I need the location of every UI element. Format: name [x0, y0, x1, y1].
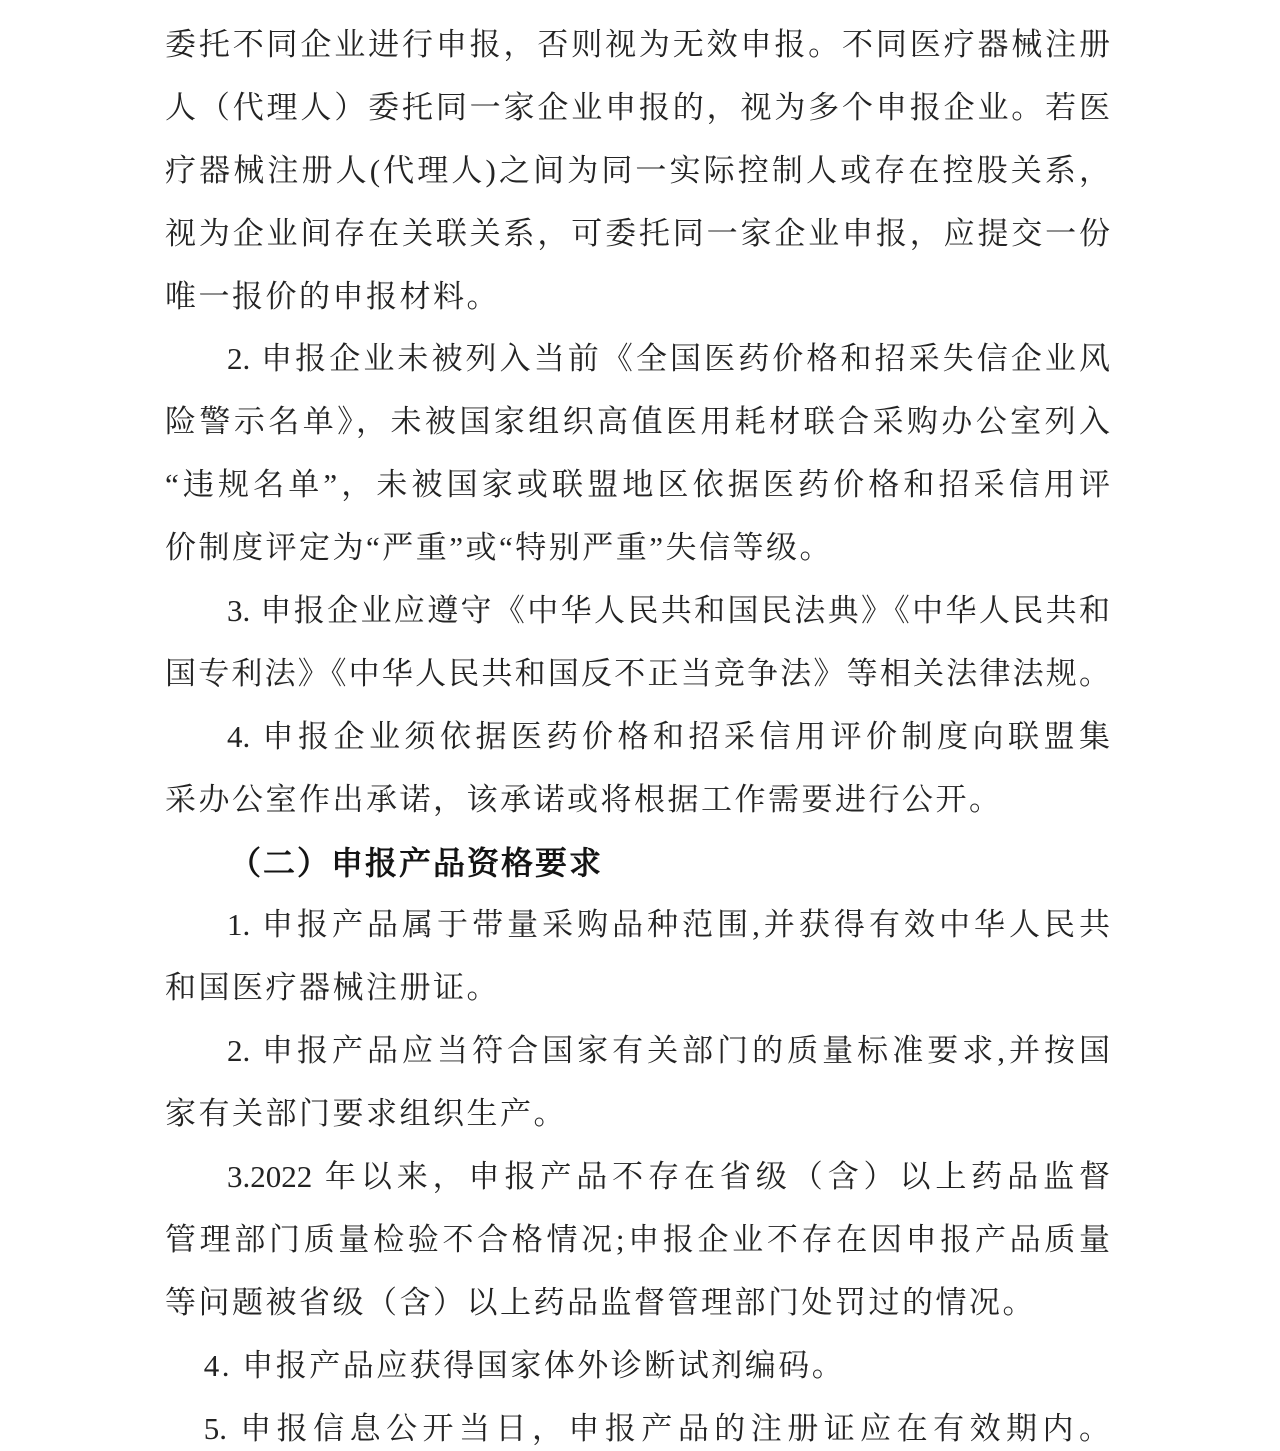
- text-line: 等问题被省级（含）以上药品监督管理部门处罚过的情况。: [165, 1284, 1036, 1320]
- text-line: 唯一报价的申报材料。: [165, 278, 500, 314]
- text-line: 管理部门质量检验不合格情况;申报企业不存在因申报产品质量: [165, 1221, 1110, 1257]
- text-line: 3. 申报企业应遵守《中华人民共和国民法典》《中华人民共和: [227, 593, 1110, 629]
- text-line: 3.2022 年以来，申报产品不存在省级（含）以上药品监督: [227, 1159, 1110, 1195]
- text-line: 价制度评定为“严重”或“特别严重”失信等级。: [165, 530, 834, 566]
- text-line: 4. 申报企业须依据医药价格和招采信用评价制度向联盟集: [227, 718, 1110, 754]
- text-line: 1. 申报产品属于带量采购品种范围,并获得有效中华人民共: [227, 907, 1110, 943]
- section-heading: （二）申报产品资格要求: [229, 844, 604, 881]
- text-line: 4. 申报产品应获得国家体外诊断试剂编码。: [203, 1347, 846, 1383]
- text-line: 5. 申报信息公开当日，申报产品的注册证应在有效期内。: [203, 1410, 1110, 1446]
- text-line: 视为企业间存在关联关系，可委托同一家企业申报，应提交一份: [165, 215, 1110, 251]
- text-line: 人（代理人）委托同一家企业申报的，视为多个申报企业。若医: [165, 89, 1110, 125]
- text-line: 险警示名单》，未被国家组织高值医用耗材联合采购办公室列入: [165, 404, 1110, 440]
- text-line: 委托不同企业进行申报，否则视为无效申报。不同医疗器械注册: [165, 27, 1110, 62]
- text-line: 家有关部门要求组织生产。: [165, 1096, 567, 1132]
- text-line: 国专利法》《中华人民共和国反不正当竞争法》等相关法律法规。: [165, 655, 1110, 691]
- text-line: “违规名单”，未被国家或联盟地区依据医药价格和招采信用评: [165, 467, 1110, 503]
- text-line: 疗器械注册人(代理人)之间为同一实际控制人或存在控股关系，: [165, 152, 1110, 188]
- text-line: 采办公室作出承诺，该承诺或将根据工作需要进行公开。: [165, 781, 1003, 817]
- text-line: 2. 申报产品应当符合国家有关部门的质量标准要求,并按国: [227, 1033, 1110, 1069]
- text-line: 和国医疗器械注册证。: [165, 970, 500, 1006]
- document-text-block: [165, 14, 1110, 1451]
- text-line: 2. 申报企业未被列入当前《全国医药价格和招采失信企业风: [227, 341, 1110, 377]
